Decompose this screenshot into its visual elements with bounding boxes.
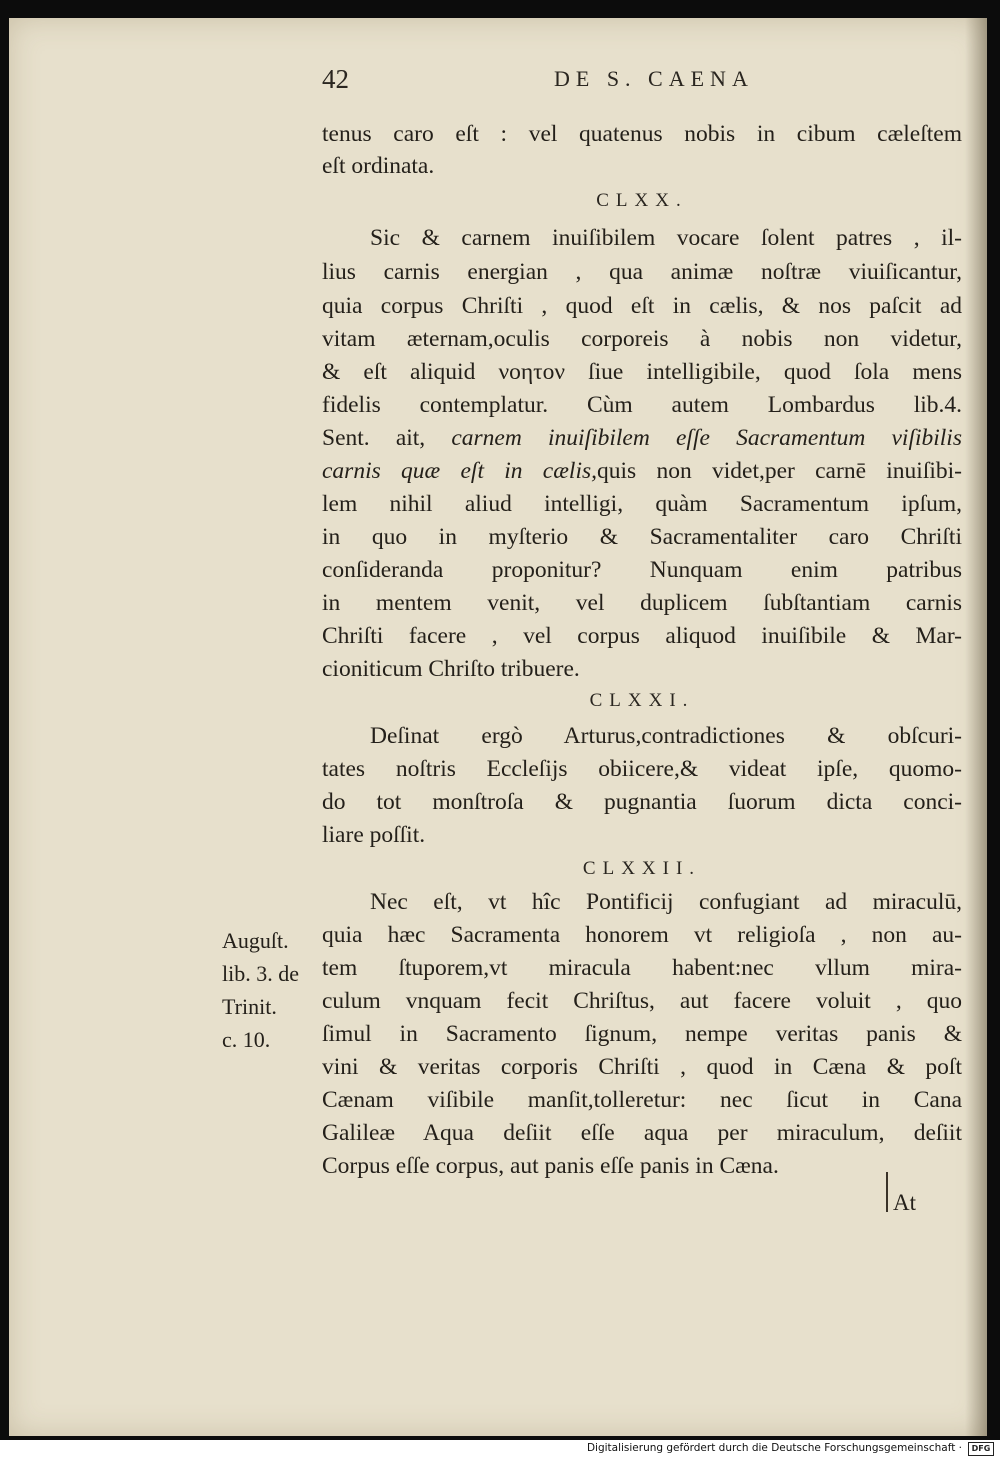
text-line: Chriſti facere , vel corpus aliquod inuiſibile & Mar- (322, 623, 962, 649)
page-header (322, 64, 762, 98)
section-heading: CLXXII. (582, 858, 702, 879)
margin-note-line: Trinit. (222, 994, 277, 1019)
text-span: quis non videt,per carnē inuiſibi- (597, 458, 962, 484)
text-line: tem ſtuporem,vt miracula habent:nec vllum mira- (322, 955, 962, 981)
page-gutter-shadow (965, 18, 987, 1436)
text-span: Sent. ait, (322, 425, 452, 451)
text-line: Sic & carnem inuiſibilem vocare ſolent patres , il- (370, 225, 962, 251)
dfg-logo: DFG (968, 1442, 994, 1456)
text-line: fidelis contemplatur. Cùm autem Lombardus lib.4. (322, 392, 962, 418)
catchword: At (893, 1190, 916, 1215)
text-line: tenus caro eſt : vel quatenus nobis in cibum cæleſtem (322, 121, 962, 147)
text-line: conſideranda proponitur? Nunquam enim patribus (322, 557, 962, 583)
text-line: Deſinat ergò Arturus,contradictiones & obſcuri- (370, 723, 962, 749)
text-line: culum vnquam fecit Chriſtus, aut facere voluit , quo (322, 988, 962, 1014)
italic-quotation: carnem inuiſibilem eſſe Sacramentum viſibilis (451, 425, 962, 451)
section-heading: CLXX. (596, 190, 688, 211)
catchword-mark (886, 1172, 888, 1212)
text-line (322, 455, 962, 488)
text-line: vitam æternam,oculis corporeis à nobis non videtur, (322, 326, 962, 352)
text-line: in quo in myſterio & Sacramentaliter caro Chriſti (322, 524, 962, 550)
text-line: liare poſſit. (322, 822, 426, 848)
text-line: vini & veritas corporis Chriſti , quod in Cæna & poſt (322, 1054, 962, 1080)
text-line: lius carnis energian , qua animæ noſtræ viuiſicantur, (322, 259, 962, 285)
text-line: in mentem venit, vel duplicem ſubſtantiam carnis (322, 590, 962, 616)
text-line: cioniticum Chriſto tribuere. (322, 656, 580, 682)
text-line: Nec eſt, vt hîc Pontificij confugiant ad miraculū, (370, 889, 962, 915)
text-line: Galileæ Aqua deſiit eſſe aqua per miraculum, deſiit (322, 1120, 962, 1146)
text-line: Corpus eſſe corpus, aut panis eſſe panis in Cæna. (322, 1153, 779, 1179)
text-line (322, 422, 962, 455)
text-line: lem nihil aliud intelligi, quàm Sacramentum ipſum, (322, 491, 962, 517)
text-line: quia corpus Chriſti , quod eſt in cælis, & nos paſcit ad (322, 293, 962, 319)
text-line: & eſt aliquid νοητον ſiue intelligibile, quod ſola mens (322, 359, 962, 385)
text-line: tates noſtris Eccleſijs obiicere,& videat ipſe, quomo- (322, 756, 962, 782)
italic-quotation: carnis quæ eſt in cælis, (322, 458, 597, 484)
text-line: quia hæc Sacramenta honorem vt religioſa , non au- (322, 922, 962, 948)
page-number: 42 (322, 64, 349, 94)
running-head: DE S. CAENA (554, 66, 754, 91)
margin-note-line: c. 10. (222, 1027, 271, 1052)
margin-note-line: Auguſt. (222, 928, 289, 953)
section-heading: CLXXI. (589, 690, 695, 711)
text-line: Cænam viſibile manſit,tolleretur: nec ſicut in Cana (322, 1087, 962, 1113)
text-line: ſimul in Sacramento ſignum, nempe veritas panis & (322, 1021, 962, 1047)
margin-note-line: lib. 3. de (222, 961, 299, 986)
footer-credit: Digitalisierung gefördert durch die Deutsche Forschungsgemeinschaft · (586, 1442, 962, 1454)
text-line: eſt ordinata. (322, 153, 435, 179)
text-line: do tot monſtroſa & pugnantia ſuorum dicta conci- (322, 789, 962, 815)
footer-bar (0, 1440, 1000, 1459)
